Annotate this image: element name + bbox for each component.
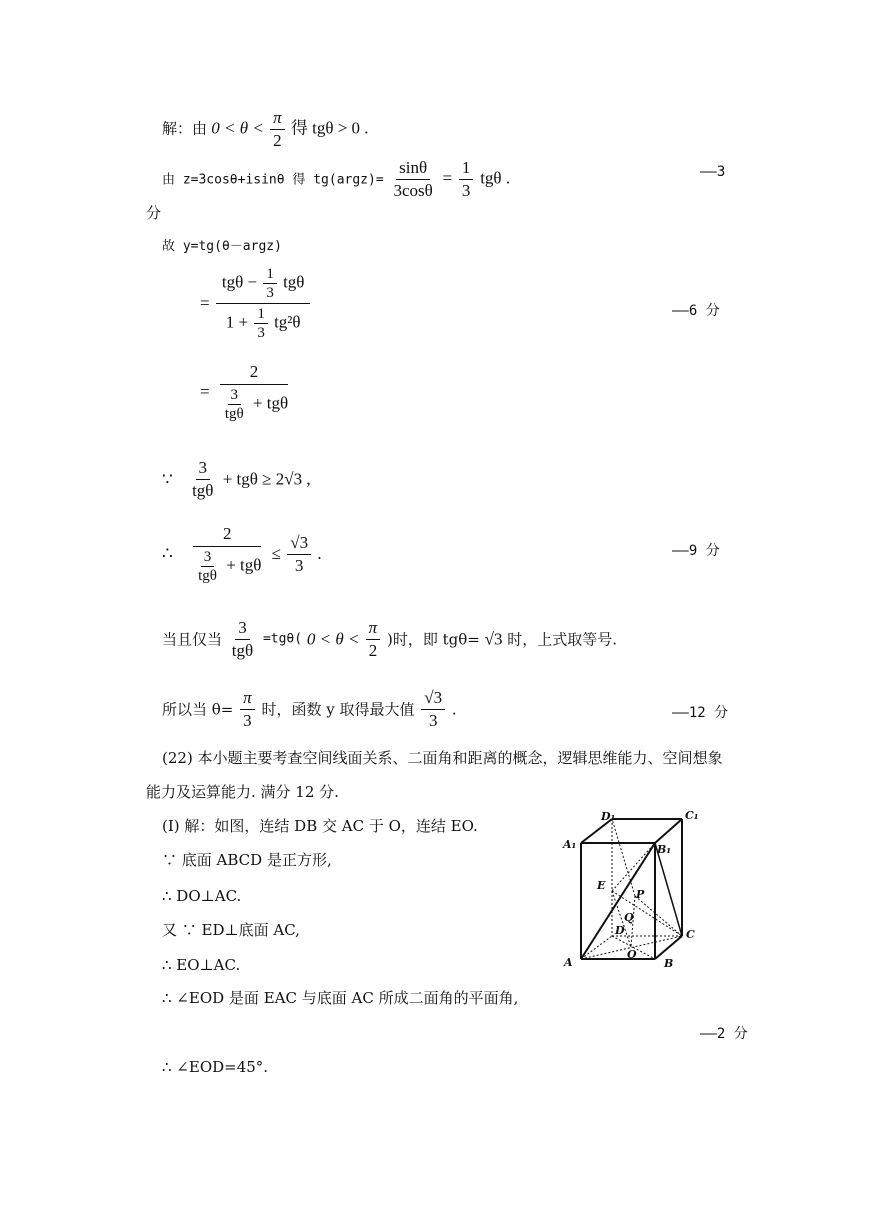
do-perp-ac: ∴ DO⊥AC. xyxy=(162,887,242,905)
arg-prefix: 由 z=3cosθ+isinθ 得 tg(argz)= xyxy=(162,172,384,188)
because-square: ∵ 底面 ABCD 是正方形, xyxy=(162,851,332,869)
when-equals: =tgθ( xyxy=(262,631,303,647)
prism-figure xyxy=(555,806,705,974)
pi-over-2-fraction-2 xyxy=(366,618,381,661)
when-range: 0 < θ < xyxy=(306,629,364,649)
cos-denominator: 3cosθ xyxy=(393,181,433,200)
compound-numerator xyxy=(216,266,311,304)
part1-intro: (Ⅰ) 解：如图，连结 DB 交 AC 于 O，连结 EO. xyxy=(162,817,478,835)
therefore-y-line: 故 y=tg(θ－argz) xyxy=(162,239,282,254)
tg-den-3: tgθ xyxy=(198,568,217,584)
three-num-4: 3 xyxy=(235,618,250,640)
three-inline: 3 xyxy=(266,285,274,301)
so-prefix: 所以当 θ= xyxy=(162,700,234,719)
so-middle: 时，函数 y 取得最大值 xyxy=(261,700,415,719)
label-c1: C₁ xyxy=(685,809,699,822)
two-den-2: 2 xyxy=(368,641,378,660)
one-inline-2: 1 xyxy=(254,306,268,324)
q22-description-line-1: (22) 本小题主要考查空间线面关系、二面角和距离的概念，逻辑思维能力、空间想象 xyxy=(162,749,723,767)
tg-squared-theta: tg²θ xyxy=(274,312,301,332)
numerator-one: 1 xyxy=(459,158,474,180)
label-q: Q xyxy=(624,911,634,924)
three-inline-2: 3 xyxy=(257,325,265,341)
label-c: C xyxy=(686,928,695,941)
three-over-tg-3 xyxy=(195,549,220,584)
score-12: ——12 分 xyxy=(672,705,729,721)
label-a: A xyxy=(564,956,573,969)
le-symbol: ≤ xyxy=(271,544,281,563)
ed-perp-base: 又 ∵ ED⊥底面 AC, xyxy=(162,921,300,939)
pi-symbol: π xyxy=(270,108,285,130)
one-plus: 1 + xyxy=(225,312,249,332)
angle-eod-45: ∴ ∠EOD=45°. xyxy=(162,1058,269,1076)
pi-num-3: π xyxy=(240,688,255,710)
three-over-tg xyxy=(222,387,247,422)
label-d: D xyxy=(615,924,625,937)
when-sqrt3: √3 xyxy=(484,629,503,649)
sqrt3-numerator: √3 xyxy=(287,533,311,555)
when-suffix: 时，上式取等号. xyxy=(507,630,618,649)
label-p: P xyxy=(636,888,645,901)
label-o: O xyxy=(627,948,637,961)
label-d1: D₁ xyxy=(601,810,616,823)
equals-sign: = xyxy=(442,168,453,188)
tg-denominator: tgθ xyxy=(192,481,214,500)
one-inline: 1 xyxy=(263,266,277,284)
expression-fraction-2 xyxy=(200,362,294,422)
denominator-three: 3 xyxy=(461,181,471,200)
pi-over-3-fraction xyxy=(240,688,255,731)
numerator-two: 2 xyxy=(220,362,289,385)
max-value-line xyxy=(162,688,457,731)
score-6: ——6 分 xyxy=(672,303,720,319)
compound-denominator-3 xyxy=(189,547,265,584)
eo-perp-ac: ∴ EO⊥AC. xyxy=(162,956,241,974)
period: . xyxy=(317,544,322,563)
pi-over-2-fraction xyxy=(270,108,285,151)
three-num: 3 xyxy=(228,387,242,405)
intro-suffix: 得 tgθ > 0 . xyxy=(290,118,369,138)
compound-denominator xyxy=(220,304,307,341)
plus-tg-theta: + tgθ xyxy=(252,393,289,413)
three-over-tg-4 xyxy=(229,618,256,661)
intro-ineq: 0 < θ < xyxy=(211,118,269,138)
label-a1: A₁ xyxy=(563,838,577,851)
compound-fraction-3 xyxy=(189,524,265,584)
because-inequality-line xyxy=(162,458,311,501)
three-over-tg-fraction xyxy=(189,458,216,501)
compound-fraction-2 xyxy=(216,362,292,422)
intro-prefix: 解：由 xyxy=(162,119,208,138)
label-e: E xyxy=(597,879,606,892)
arg-line xyxy=(162,158,510,201)
score-3: ——3 xyxy=(700,164,726,180)
label-b1: B₁ xyxy=(657,843,672,856)
tg-theta: tgθ . xyxy=(480,168,511,188)
expression-fraction-1 xyxy=(200,266,312,341)
period-2: . xyxy=(451,700,457,719)
compound-denominator-2 xyxy=(216,385,292,422)
therefore-inequality-line xyxy=(162,524,322,584)
numerator-two-3: 2 xyxy=(193,524,262,547)
three-den-3: 3 xyxy=(243,711,252,730)
therefore-symbol: ∴ xyxy=(162,544,173,563)
pi-num-2: π xyxy=(366,618,381,640)
one-third-fraction xyxy=(459,158,474,201)
equals-sign-2: = xyxy=(200,382,210,401)
three-numerator: 3 xyxy=(196,458,211,480)
because-symbol: ∵ xyxy=(162,469,173,489)
tg-theta-minus: tgθ − xyxy=(221,272,258,292)
one-third-inline-2 xyxy=(254,306,268,341)
sin-over-cos-fraction xyxy=(390,158,435,201)
score-3-unit: 分 xyxy=(146,204,162,222)
q22-description-line-2: 能力及运算能力. 满分 12 分. xyxy=(146,783,339,801)
when-middle: )时，即 tgθ= xyxy=(386,630,480,649)
dihedral-angle-statement: ∴ ∠EOD 是面 EAC 与底面 AC 所成二面角的平面角, xyxy=(162,989,519,1007)
solution-intro-line xyxy=(162,108,369,151)
compound-fraction-1 xyxy=(216,266,311,341)
tg-theta-2: tgθ xyxy=(283,272,305,292)
three-den-4: 3 xyxy=(428,711,438,730)
sin-numerator: sinθ xyxy=(396,158,430,180)
tg-den: tgθ xyxy=(224,406,244,422)
sqrt3-over-3-fraction xyxy=(287,533,311,576)
three-num-3: 3 xyxy=(201,549,215,567)
score-9: ——9 分 xyxy=(672,543,720,559)
sqrt3-num-2: √3 xyxy=(421,688,445,710)
one-third-inline xyxy=(263,266,277,301)
equality-condition-line xyxy=(162,618,617,661)
plus-tg-theta-3: + tgθ xyxy=(226,555,262,575)
three-denominator: 3 xyxy=(294,555,304,575)
because-rest: + tgθ ≥ 2√3 , xyxy=(222,469,311,489)
score-2: ——2 分 xyxy=(700,1026,748,1042)
sqrt3-over-3-fraction-2 xyxy=(421,688,445,731)
label-b: B xyxy=(664,957,674,970)
denominator-two: 2 xyxy=(273,131,282,150)
when-prefix: 当且仅当 xyxy=(162,630,223,649)
equals-sign-1: = xyxy=(200,293,210,313)
tg-den-4: tgθ xyxy=(231,641,254,660)
